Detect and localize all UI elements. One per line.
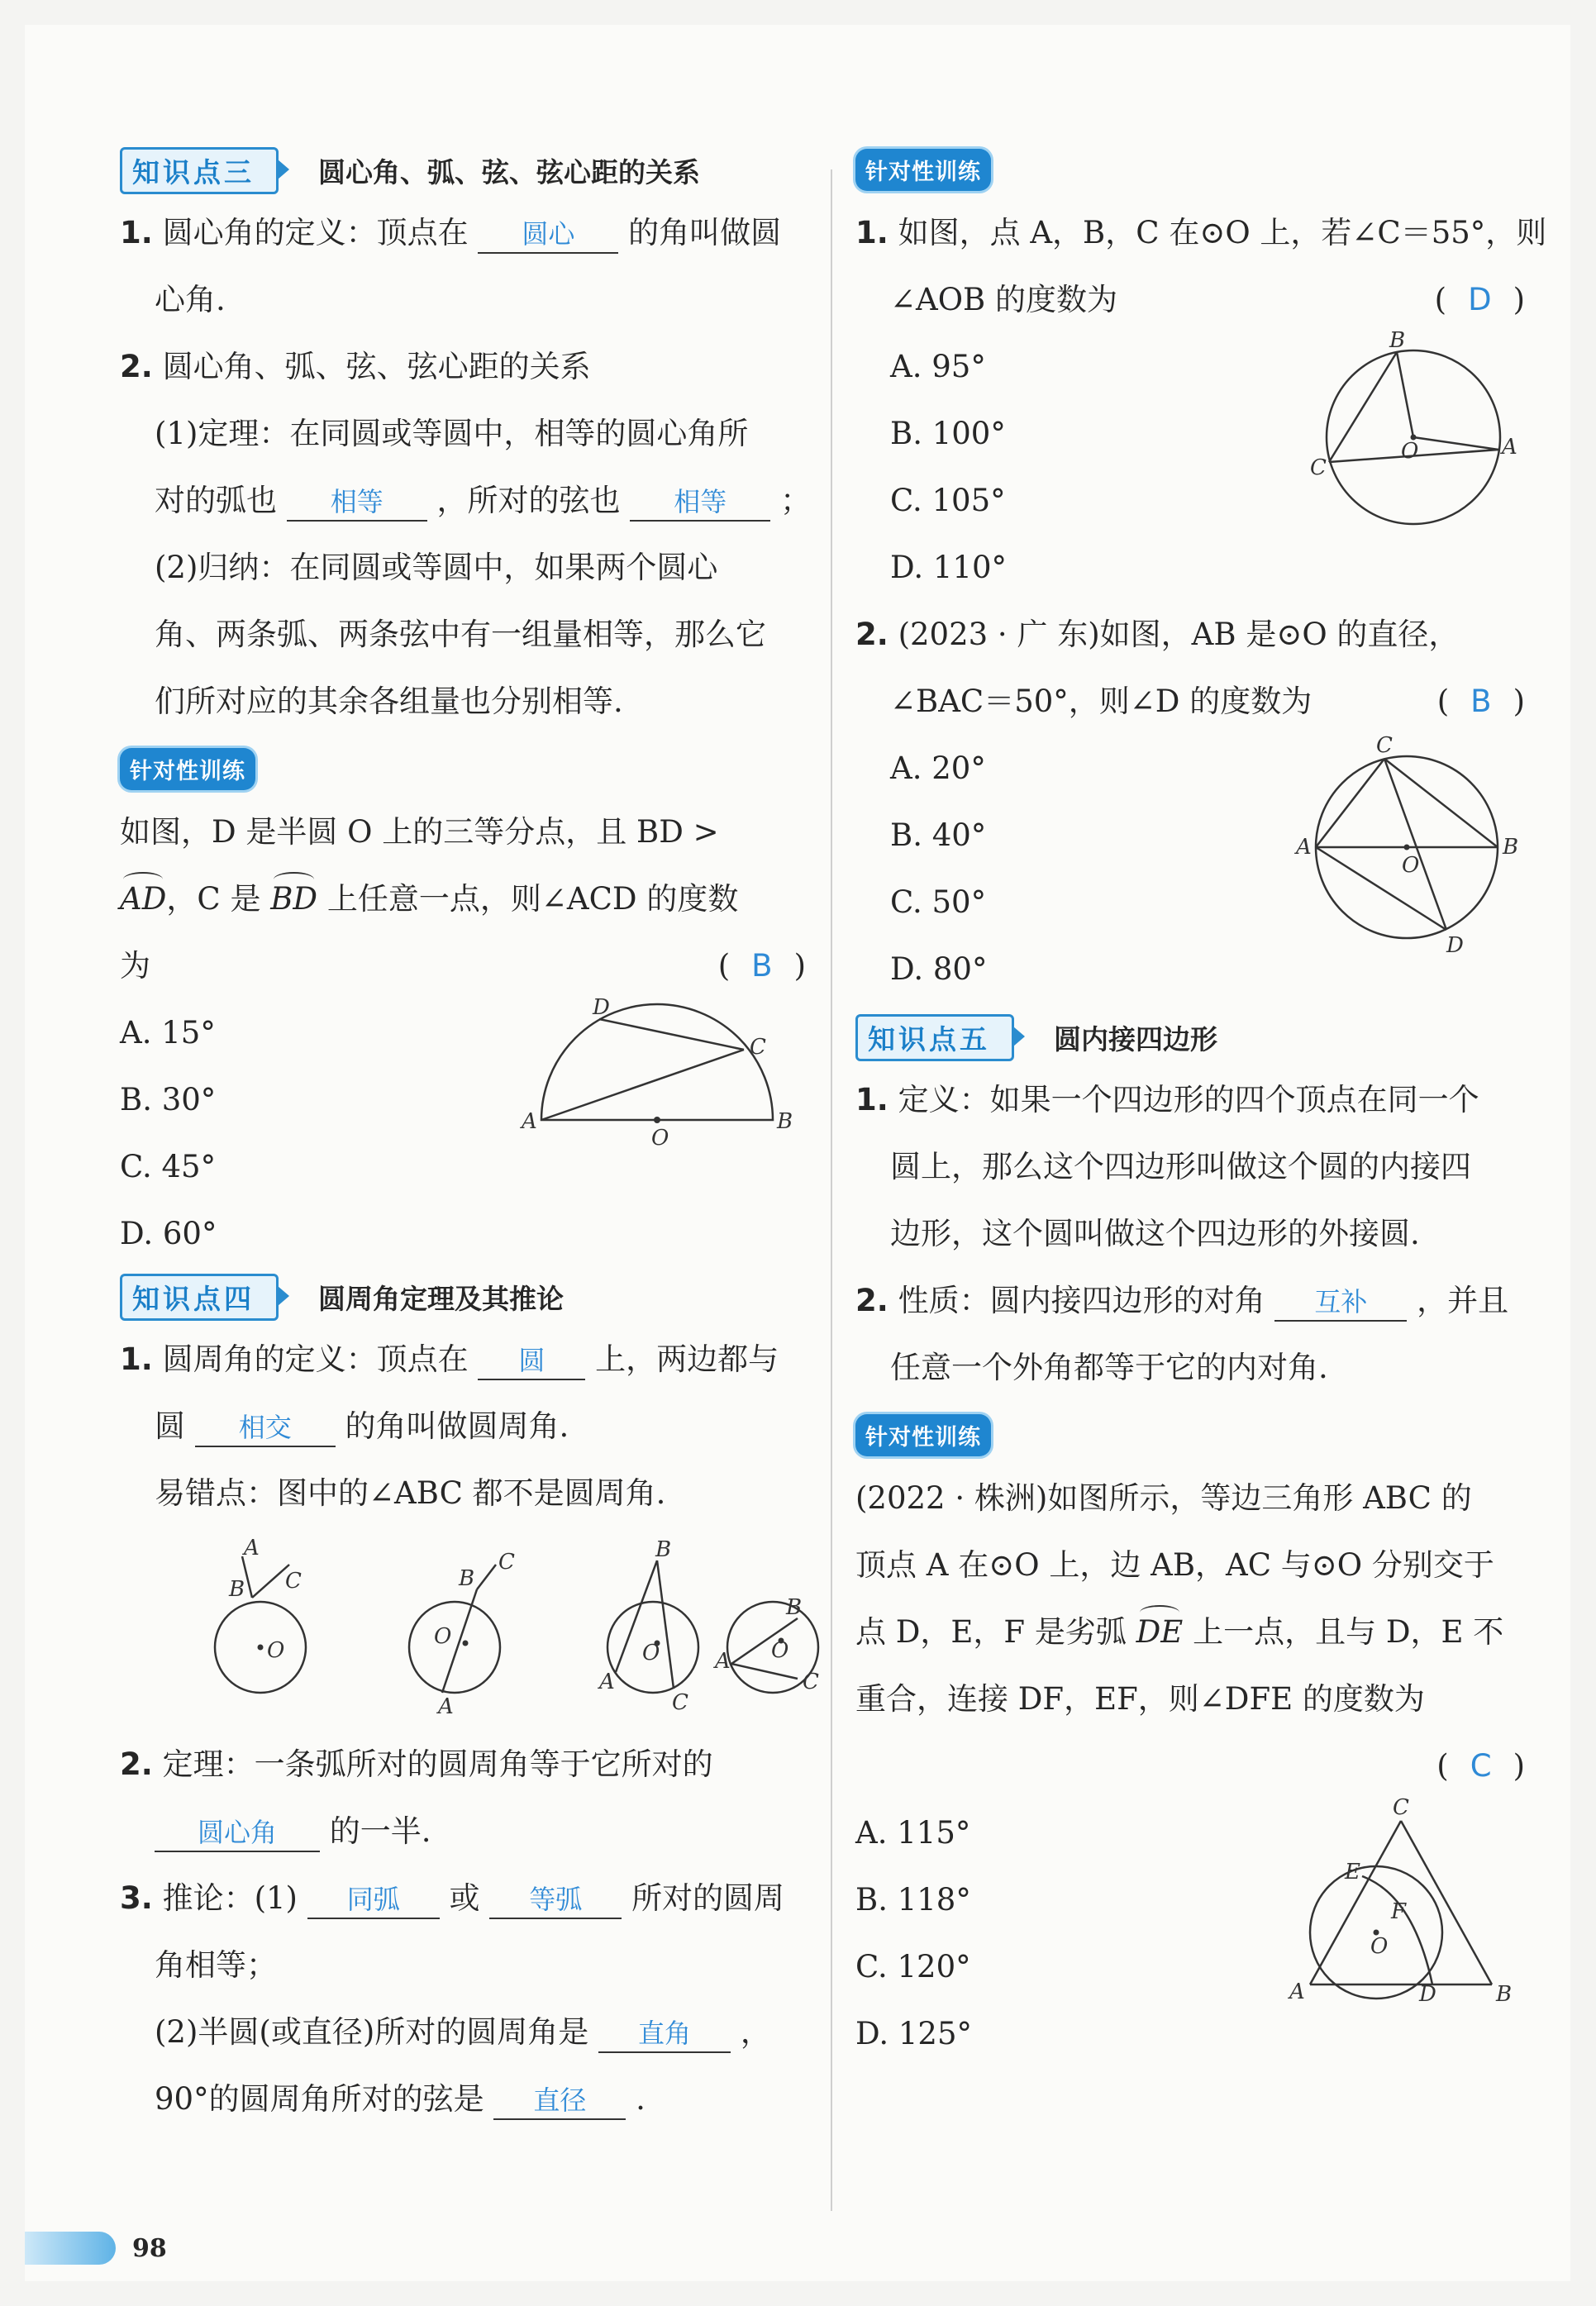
text: 圆周角的定义：顶点在 <box>162 1341 469 1377</box>
text: 的一半. <box>329 1813 431 1849</box>
svg-text:B: B <box>1496 1982 1513 2007</box>
kp4-item-3-cont: 角相等； <box>155 1947 277 1983</box>
item-number: 1. <box>120 1341 153 1377</box>
answer-parens: ( B ) <box>717 948 806 984</box>
svg-text:B: B <box>1503 835 1519 860</box>
text: 的角叫做圆周角. <box>345 1408 569 1444</box>
knowledge-point-4-header <box>120 1275 806 1318</box>
svg-text:F: F <box>1391 1899 1407 1924</box>
left-question-line1: 如图，D 是半圆 O 上的三等分点，且 BD > <box>120 814 719 850</box>
arc-label: DE <box>1136 1612 1184 1653</box>
answer-blank: 直径 <box>493 2082 626 2120</box>
answer-blank: 圆心角 <box>155 1814 320 1852</box>
kp5-item-1-line2: 圆上，那么这个四边形叫做这个圆的内接四 <box>890 1149 1471 1184</box>
q-r2-line2 <box>855 681 1525 722</box>
q-r3-line2: 顶点 A 在⊙O 上，边 AB，AC 与⊙O 分别交于 <box>855 1547 1494 1583</box>
column-divider <box>831 169 832 2211</box>
kp3-item-2-2-line3: 们所对应的其余各组量也分别相等. <box>155 684 623 719</box>
label-a: A <box>522 1109 537 1134</box>
q-r3-line3 <box>855 1612 1525 1653</box>
figure-2 <box>409 1550 515 1719</box>
kp5-item-1 <box>855 1079 1525 1121</box>
kp3-item-2 <box>120 346 806 388</box>
answer-blank: 直角 <box>598 2015 731 2053</box>
answer-parens: ( D ) <box>1434 282 1525 317</box>
knowledge-point-5-badge: 知识点五 <box>855 1014 1014 1061</box>
option-a: A. 115° <box>855 1815 971 1851</box>
kp3-item-2-2-line2: 角、两条弧、两条弦中有一组量相等，那么它 <box>155 617 766 652</box>
option-b: B. 100° <box>890 416 1006 451</box>
answer-choice: B <box>751 948 773 984</box>
text: 所对的圆周 <box>631 1880 785 1916</box>
kp5-item-1-line3: 边形，这个圆叫做这个四边形的外接圆. <box>890 1216 1420 1251</box>
kp4-item-3-2-cont <box>120 2079 806 2120</box>
knowledge-point-4-title: 圆周角定理及其推论 <box>318 1282 564 1315</box>
svg-text:C: C <box>1393 1795 1409 1820</box>
circle-figure-q1 <box>1302 328 1525 541</box>
text: ； <box>780 483 812 518</box>
left-question-line3 <box>120 946 806 987</box>
q-r1-line1 <box>855 212 1547 254</box>
kp3-item-1-cont: 心角. <box>155 282 226 317</box>
svg-text:O: O <box>642 1641 660 1665</box>
text: 点 D，E，F 是劣弧 <box>855 1614 1136 1650</box>
item-number: 2. <box>855 1283 889 1318</box>
q-r2-line1 <box>855 614 1525 655</box>
text: ，C 是 <box>166 881 271 917</box>
label-d: D <box>593 995 610 1020</box>
footer-decoration <box>25 2232 116 2265</box>
svg-text:A: A <box>715 1649 731 1674</box>
figure-4 <box>713 1595 819 1694</box>
answer-parens: ( B ) <box>1436 684 1525 719</box>
answer-blank: 圆 <box>478 1342 585 1380</box>
q-r1-line2 <box>855 279 1525 321</box>
text: 的角叫做圆 <box>628 215 782 250</box>
option-b: B. 30° <box>120 1082 217 1117</box>
option-c: C. 45° <box>120 1149 217 1184</box>
q-r3-answer-row <box>855 1746 1525 1787</box>
svg-text:A: A <box>1296 835 1312 860</box>
text: 上一点，且与 D，E 不 <box>1183 1614 1504 1650</box>
knowledge-point-5-title: 圆内接四边形 <box>1054 1022 1217 1055</box>
left-column <box>120 149 819 2146</box>
svg-text:O: O <box>1370 1934 1389 1959</box>
circle-figure-q2 <box>1289 733 1525 959</box>
chord-ac <box>541 1050 744 1120</box>
q-r3-line1: (2022 · 株洲)如图所示，等边三角形 ABC 的 <box>855 1480 1472 1516</box>
svg-text:C: C <box>1310 455 1327 480</box>
triangle-circle-figure <box>1285 1796 1525 2011</box>
knowledge-point-5-header <box>855 1016 1525 1059</box>
knowledge-point-3-header <box>120 149 806 192</box>
figure-1 <box>215 1536 306 1693</box>
text: ，所对的弦也 <box>436 483 621 518</box>
text: 上任意一点，则∠ACD 的度数 <box>317 881 739 917</box>
kp4-item-1 <box>120 1339 806 1380</box>
svg-text:E: E <box>1345 1860 1360 1884</box>
svg-text:B: B <box>459 1566 475 1591</box>
svg-text:C: C <box>1376 733 1393 758</box>
option-c: C. 50° <box>890 884 987 920</box>
kp4-item-2 <box>120 1744 806 1785</box>
text: 或 <box>449 1880 480 1916</box>
answer-blank: 互补 <box>1274 1284 1407 1322</box>
text: 圆心角的定义：顶点在 <box>162 215 469 250</box>
option-d: D. 80° <box>890 951 988 987</box>
text: 性质：圆内接四边形的对角 <box>898 1283 1265 1318</box>
label-c: C <box>750 1035 766 1060</box>
svg-text:A: A <box>1502 435 1517 460</box>
answer-choice: C <box>1470 1748 1492 1784</box>
kp3-item-2-1-line1: (1)定理：在同圆或等圆中，相等的圆心角所 <box>155 416 749 451</box>
text: 圆 <box>155 1408 185 1444</box>
kp4-item-3-2 <box>120 2012 806 2053</box>
text: 对的弧也 <box>155 483 277 518</box>
label-o: O <box>651 1126 669 1151</box>
text: ， <box>740 2014 771 2050</box>
svg-text:O: O <box>1401 439 1419 464</box>
item-number: 2. <box>855 617 889 652</box>
svg-text:O: O <box>434 1624 452 1649</box>
option-d: D. 110° <box>890 550 1007 585</box>
kp4-item-1-cont <box>120 1406 806 1447</box>
answer-blank: 相交 <box>195 1409 336 1447</box>
q-r3-options <box>855 1795 1525 2085</box>
answer-choice: D <box>1468 282 1492 317</box>
answer-parens: ( C ) <box>1436 1748 1525 1784</box>
text: ∠AOB 的度数为 <box>890 282 1118 317</box>
svg-text:D: D <box>1419 1982 1436 2007</box>
text: (2023 · 广 东)如图，AB 是⊙O 的直径， <box>898 617 1460 652</box>
text: 为 <box>120 948 150 984</box>
option-b: B. 40° <box>890 817 987 853</box>
text: 定义：如果一个四边形的四个顶点在同一个 <box>898 1082 1479 1117</box>
svg-text:C: C <box>803 1670 819 1694</box>
option-d: D. 125° <box>855 2016 972 2051</box>
kp4-item-3 <box>120 1878 806 1919</box>
answer-blank: 同弧 <box>307 1881 440 1919</box>
semicircle-arc <box>541 1004 773 1120</box>
option-b: B. 118° <box>855 1882 971 1918</box>
center-point <box>654 1117 660 1123</box>
text: . <box>636 2081 646 2117</box>
kp3-item-2-1-line2 <box>120 480 812 522</box>
svg-text:B: B <box>229 1577 245 1602</box>
right-column <box>855 149 1547 2085</box>
svg-text:B: B <box>786 1595 803 1620</box>
arc-label: BD <box>270 879 317 920</box>
answer-blank: 相等 <box>630 484 770 522</box>
knowledge-point-3-badge: 知识点三 <box>120 147 279 194</box>
svg-text:A: A <box>599 1670 615 1694</box>
page <box>25 25 1570 2281</box>
q-r1-options <box>855 328 1525 614</box>
option-c: C. 105° <box>890 483 1006 518</box>
kp4-item-2-cont <box>120 1811 806 1852</box>
option-a: A. 20° <box>890 750 986 786</box>
item-number: 2. <box>120 1746 153 1782</box>
item-number: 1. <box>855 215 889 250</box>
svg-text:C: C <box>285 1569 302 1594</box>
text: 如图，点 A，B，C 在⊙O 上，若∠C＝55°，则 <box>898 215 1547 250</box>
answer-blank: 相等 <box>287 484 427 522</box>
svg-text:O: O <box>1402 853 1420 878</box>
q-r3-line4: 重合，连接 DF，EF，则∠DFE 的度数为 <box>855 1681 1425 1717</box>
svg-text:D: D <box>1446 933 1464 958</box>
svg-text:C: C <box>498 1550 515 1575</box>
kp5-item-2 <box>855 1280 1525 1322</box>
training-badge: 针对性训练 <box>855 149 991 191</box>
label-b: B <box>777 1109 793 1134</box>
svg-text:A: A <box>244 1536 260 1560</box>
answer-blank: 圆心 <box>478 216 618 254</box>
svg-text:A: A <box>1289 1980 1305 2004</box>
text: 上，两边都与 <box>595 1341 779 1377</box>
text: 圆心角、弧、弦、弦心距的关系 <box>162 349 591 384</box>
item-number: 1. <box>120 215 153 250</box>
knowledge-point-3-title: 圆心角、弧、弦、弦心距的关系 <box>318 155 700 188</box>
kp3-item-1 <box>120 212 806 254</box>
option-a: A. 95° <box>890 349 986 384</box>
answer-choice: B <box>1470 684 1492 719</box>
answer-blank: 等弧 <box>489 1881 622 1919</box>
kp5-item-2-cont: 任意一个外角都等于它的内对角. <box>890 1350 1328 1385</box>
option-d: D. 60° <box>120 1216 217 1251</box>
text: 推论：(1) <box>162 1880 298 1916</box>
figure-3 <box>598 1537 698 1715</box>
svg-text:B: B <box>655 1537 672 1562</box>
text: 定理：一条弧所对的圆周角等于它所对的 <box>162 1746 713 1782</box>
arc-label: AD <box>120 879 166 920</box>
item-number: 2. <box>120 349 153 384</box>
text: (2)半圆(或直径)所对的圆周角是 <box>155 2014 589 2050</box>
training-badge: 针对性训练 <box>855 1414 991 1456</box>
item-number: 1. <box>855 1082 889 1117</box>
option-c: C. 120° <box>855 1949 971 1984</box>
svg-text:O: O <box>267 1638 285 1663</box>
kp4-error-note: 易错点：图中的∠ABC 都不是圆周角. <box>155 1475 666 1511</box>
left-question-line2 <box>120 879 806 920</box>
q-r2-options <box>855 733 1525 1016</box>
page-number: 98 <box>132 2234 167 2263</box>
svg-text:A: A <box>438 1694 454 1719</box>
training-badge: 针对性训练 <box>120 748 255 790</box>
text: ，并且 <box>1417 1283 1509 1318</box>
not-inscribed-angle-figures <box>120 1536 819 1719</box>
left-question-options <box>120 995 806 1260</box>
knowledge-point-4-badge: 知识点四 <box>120 1274 279 1321</box>
text: ∠BAC＝50°，则∠D 的度数为 <box>890 684 1313 719</box>
kp3-item-2-2-line1: (2)归纳：在同圆或等圆中，如果两个圆心 <box>155 550 718 585</box>
svg-text:O: O <box>771 1638 789 1663</box>
option-a: A. 15° <box>120 1015 216 1051</box>
item-number: 3. <box>120 1880 153 1916</box>
svg-text:B: B <box>1389 328 1406 353</box>
text: 90°的圆周角所对的弦是 <box>155 2081 484 2117</box>
svg-text:C: C <box>672 1690 688 1715</box>
semicircle-figure <box>517 996 798 1153</box>
